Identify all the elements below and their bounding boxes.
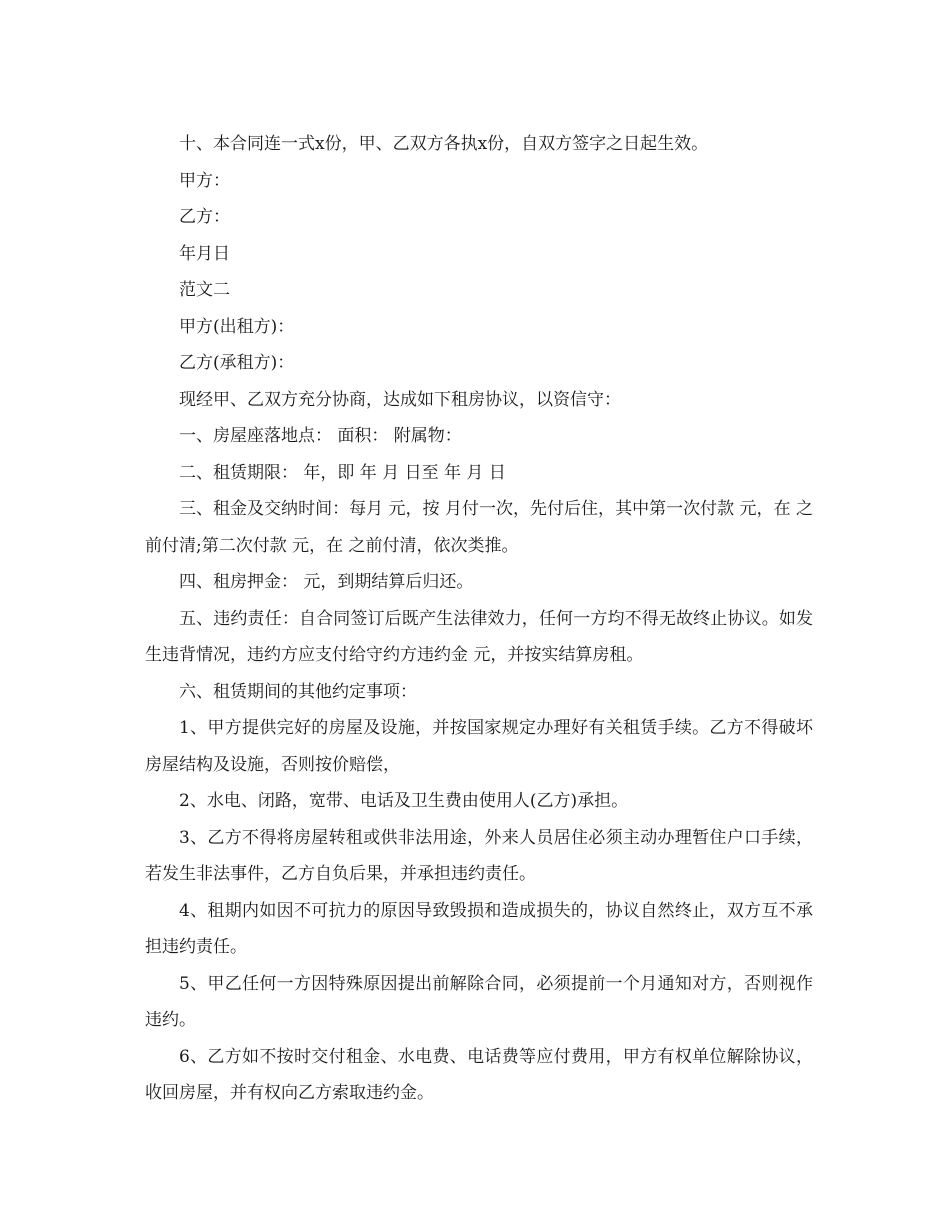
lessor-line: 甲方(出租方)： [179, 316, 295, 337]
item-five-termination: 5、甲乙任何一方因特殊原因提出前解除合同，必须提前一个月通知对方，否则视作违约。 [145, 973, 813, 1030]
agreement-preamble: 现经甲、乙双方充分协商，达成如下租房协议，以资信守： [179, 389, 621, 410]
item-three-sublet: 3、乙方不得将房屋转租或供非法用途，外来人员居住必须主动办理暂住户口手续，若发生非法事件，乙方自负后果，并承担违约责任。 [145, 827, 813, 884]
item-six-late-payment: 6、乙方如不按时交付租金、水电费、电话费等应付费用，甲方有权单位解除协议，收回房屋，并有权向乙方索取违约金。 [145, 1046, 813, 1103]
party-a-signature-line: 甲方： [179, 170, 230, 191]
sample-two-heading: 范文二 [179, 280, 230, 300]
clause-six-heading: 六、租赁期间的其他约定事项： [179, 681, 417, 702]
document-body [145, 126, 813, 1112]
clause-ten-effectiveness: 十、本合同连一式x份，甲、乙双方各执x份，自双方签字之日起生效。 [179, 134, 709, 154]
clause-one-location: 一、房屋座落地点： 面积： 附属物： [179, 426, 462, 446]
clause-four-deposit: 四、租房押金： 元，到期结算后归还。 [179, 572, 474, 592]
clause-three-rent: 三、租金及交纳时间：每月 元，按 月付一次，先付后住，其中第一次付款 元，在 之前付清;第二次付款 元，在 之前付清，依次类推。 [145, 499, 813, 556]
clause-two-term: 二、租赁期限： 年，即 年 月 日至 年 月 日 [179, 462, 506, 483]
date-line: 年月日 [179, 243, 230, 264]
item-two-utilities: 2、水电、闭路，宽带、电话及卫生费由使用人(乙方)承担。 [179, 791, 629, 811]
lessee-line: 乙方(承租方)： [179, 353, 295, 373]
item-one-facilities: 1、甲方提供完好的房屋及设施，并按国家规定办理好有关租赁手续。乙方不得破坏房屋结构及设施，否则按价赔偿， [145, 718, 813, 775]
item-four-force-majeure: 4、租期内如因不可抗力的原因导致毁损和造成损失的，协议自然终止，双方互不承担违约责任。 [145, 900, 813, 957]
clause-five-liability: 五、违约责任：自合同签订后既产生法律效力，任何一方均不得无故终止协议。如发生违背情况，违约方应支付给守约方违约金 元，并按实结算房租。 [145, 608, 813, 665]
party-b-signature-line: 乙方： [179, 207, 230, 227]
